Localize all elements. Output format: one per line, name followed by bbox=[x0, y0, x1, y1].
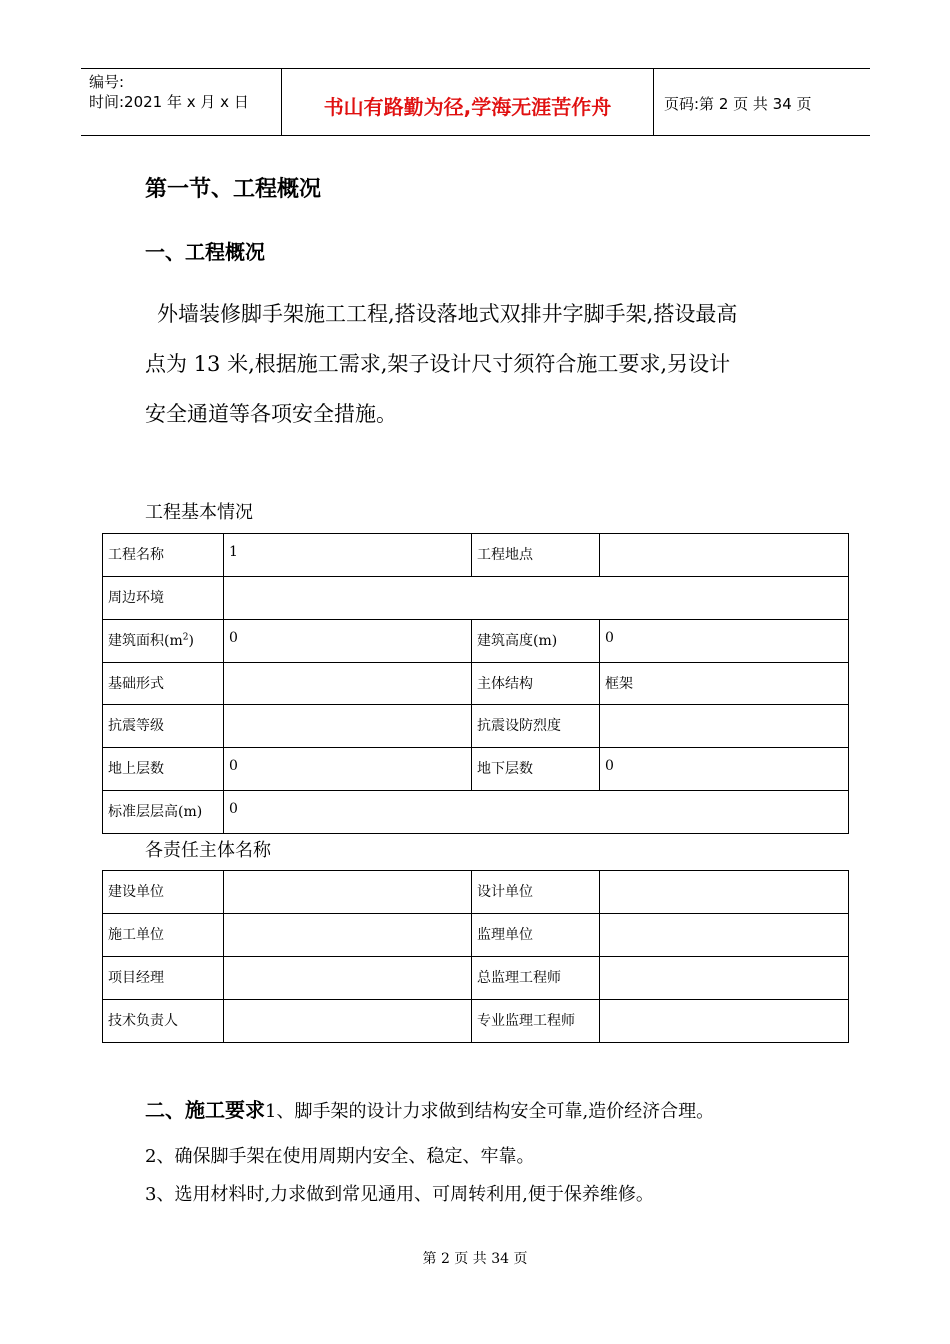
cell-value bbox=[600, 1000, 849, 1043]
cell-value: 0 bbox=[224, 748, 472, 791]
cell-label: 项目经理 bbox=[103, 957, 224, 1000]
intro-line-3: 安全通道等各项安全措施。 bbox=[145, 402, 397, 426]
intro-line-1: 外墙装修脚手架施工工程,搭设落地式双排井字脚手架,搭设最高 bbox=[157, 302, 738, 326]
table-row bbox=[103, 791, 849, 834]
table2-caption: 各责任主体名称 bbox=[145, 840, 271, 861]
cell-label: 监理单位 bbox=[472, 914, 600, 957]
table-row bbox=[103, 957, 849, 1000]
cell-label: 地下层数 bbox=[472, 748, 600, 791]
cell-label: 工程名称 bbox=[103, 534, 224, 577]
page-header bbox=[81, 68, 870, 136]
cell-label: 总监理工程师 bbox=[472, 957, 600, 1000]
area-label-text: 建筑面积(m bbox=[108, 633, 183, 649]
table-row bbox=[103, 705, 849, 748]
cell-label: 主体结构 bbox=[472, 663, 600, 705]
table1-caption: 工程基本情况 bbox=[145, 502, 253, 523]
table-row bbox=[103, 871, 849, 914]
requirement-item-1: 1、脚手架的设计力求做到结构安全可靠,造价经济合理。 bbox=[265, 1101, 715, 1122]
cell-label: 建筑高度(m) bbox=[472, 620, 600, 663]
project-info-table bbox=[102, 533, 849, 834]
page-label: 页码:第 2 页 共 34 页 bbox=[664, 95, 812, 113]
cell-label: 技术负责人 bbox=[103, 1000, 224, 1043]
cell-value bbox=[600, 705, 849, 748]
section-title: 第一节、工程概况 bbox=[145, 177, 322, 202]
table-row bbox=[103, 748, 849, 791]
cell-label: 地上层数 bbox=[103, 748, 224, 791]
requirement-item-2: 2、确保脚手架在使用周期内安全、稳定、牢靠。 bbox=[145, 1146, 535, 1167]
time-label: 时间:2021 年 x 月 x 日 bbox=[89, 93, 249, 111]
parties-table bbox=[102, 870, 849, 1043]
cell-label: 基础形式 bbox=[103, 663, 224, 705]
requirements-title: 二、施工要求 bbox=[145, 1098, 265, 1122]
requirements-line-1 bbox=[145, 1094, 714, 1123]
requirement-item-3: 3、选用材料时,力求做到常见通用、可周转利用,便于保养维修。 bbox=[145, 1184, 654, 1205]
cell-label: 周边环境 bbox=[103, 577, 224, 620]
cell-value: 0 bbox=[600, 620, 849, 663]
cell-value bbox=[224, 914, 472, 957]
table-row bbox=[103, 914, 849, 957]
cell-value bbox=[600, 957, 849, 1000]
area-label-tail: ) bbox=[188, 633, 194, 649]
cell-label: 建设单位 bbox=[103, 871, 224, 914]
cell-label: 施工单位 bbox=[103, 914, 224, 957]
cell-label: 标准层层高(m) bbox=[103, 791, 224, 834]
motto: 书山有路勤为径,学海无涯苦作舟 bbox=[323, 95, 612, 119]
cell-label: 抗震设防烈度 bbox=[472, 705, 600, 748]
cell-label: 设计单位 bbox=[472, 871, 600, 914]
page-footer: 第 2 页 共 34 页 bbox=[422, 1251, 528, 1267]
cell-value bbox=[224, 663, 472, 705]
cell-value bbox=[224, 577, 849, 620]
cell-value bbox=[600, 914, 849, 957]
table-row bbox=[103, 534, 849, 577]
cell-value bbox=[600, 534, 849, 577]
number-label: 编号: bbox=[89, 73, 125, 91]
cell-value bbox=[224, 957, 472, 1000]
cell-value: 0 bbox=[224, 791, 849, 834]
header-meta-cell bbox=[81, 69, 281, 135]
cell-value: 框架 bbox=[600, 663, 849, 705]
table-row bbox=[103, 1000, 849, 1043]
cell-value bbox=[600, 871, 849, 914]
header-page-cell bbox=[654, 69, 870, 135]
table-row bbox=[103, 620, 849, 663]
cell-value bbox=[224, 1000, 472, 1043]
header-motto-cell bbox=[281, 69, 654, 135]
cell-value: 1 bbox=[224, 534, 472, 577]
cell-value: 0 bbox=[600, 748, 849, 791]
table-row bbox=[103, 577, 849, 620]
cell-label: 抗震等级 bbox=[103, 705, 224, 748]
table-row bbox=[103, 663, 849, 705]
area-unit-superscript: 2 bbox=[182, 632, 189, 643]
cell-value: 0 bbox=[224, 620, 472, 663]
cell-label bbox=[103, 620, 224, 663]
cell-label: 工程地点 bbox=[472, 534, 600, 577]
cell-value bbox=[224, 705, 472, 748]
cell-label: 专业监理工程师 bbox=[472, 1000, 600, 1043]
cell-value bbox=[224, 871, 472, 914]
subsection-title: 一、工程概况 bbox=[145, 240, 265, 264]
intro-line-2: 点为 13 米,根据施工需求,架子设计尺寸须符合施工要求,另设计 bbox=[145, 352, 731, 376]
